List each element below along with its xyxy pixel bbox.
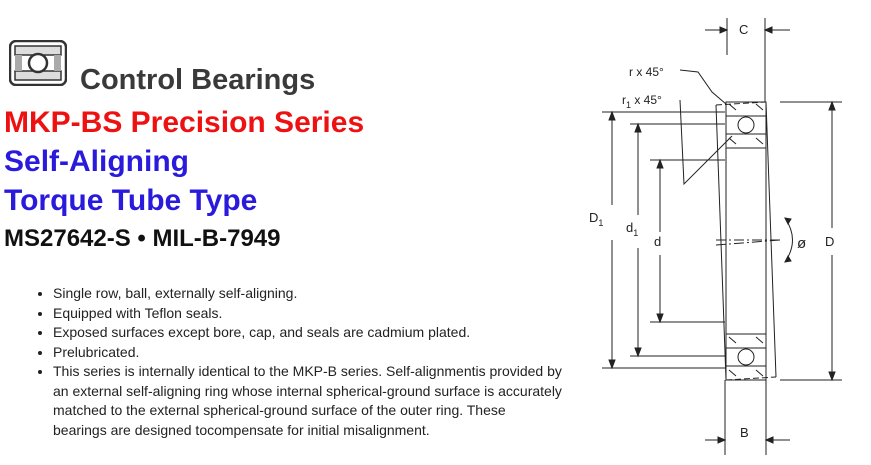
bearing-cross-section-diagram [570, 0, 871, 465]
feature-item: • Single row, ball, externally self-aligning. [53, 284, 563, 304]
feature-item: • Exposed surfaces except bore, cap, and seals are cadmium plated. [53, 323, 563, 343]
feature-list [0, 284, 563, 440]
label-misalignment-angle: ø [797, 235, 807, 252]
label-r1-chamfer: $r_1$ x 45° [622, 93, 662, 110]
feature-item: • Equipped with Teflon seals. [53, 304, 563, 324]
spec-line: MS27642-S • MIL-B-7949 [4, 225, 281, 252]
brand-name: Control Bearings [80, 64, 316, 96]
label-d1-outer: $D_1$ [589, 210, 604, 228]
label-bore-d: d [654, 234, 662, 249]
type-line-2: Torque Tube Type [4, 184, 258, 217]
feature-item: • Prelubricated. [53, 343, 563, 363]
label-outer-d: D [825, 234, 835, 249]
label-d1-inner: $d_1$ [626, 220, 639, 238]
label-b: B [740, 425, 749, 440]
feature-item: • This series is internally identical to the MKP-B series. Self-alignmentis provided by an external self-aligning ring whose internal spherical-ground surface is accurately matched to the external spherical-ground surface of the outer ring. These bearings are designed tocompensate for initial misalignment. [53, 362, 563, 440]
type-line-1: Self-Aligning [4, 145, 189, 178]
bearing-logo-icon [9, 40, 67, 86]
series-title: MKP-BS Precision Series [4, 106, 365, 139]
label-r-chamfer: r x 45° [629, 65, 664, 79]
label-c: C [739, 22, 749, 37]
